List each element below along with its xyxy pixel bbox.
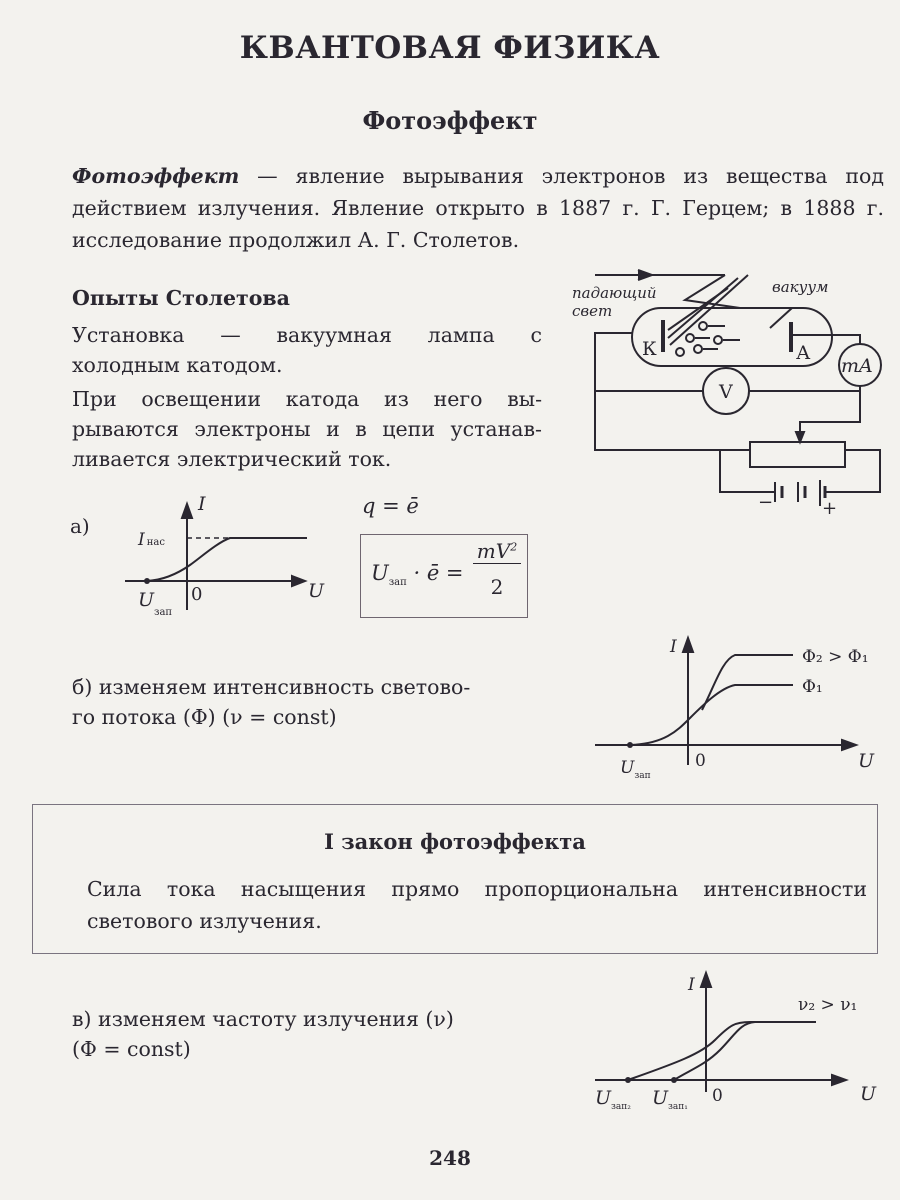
stop-voltage-1-label: $U_{зап_1}$: [652, 1087, 688, 1112]
graph-a-label: а): [70, 514, 90, 538]
graph-b: [590, 630, 890, 790]
setup-line: Установка — вакуумная лампа с: [72, 323, 542, 347]
voltmeter-label: V: [719, 381, 733, 403]
stoletov-heading: Опыты Столетова: [72, 286, 290, 310]
graph-c-line: (Φ = const): [72, 1037, 191, 1061]
energy-formula-box: [360, 534, 528, 618]
u-axis-label: U: [308, 580, 325, 602]
chapter-title: КВАНТОВАЯ ФИЗИКА: [239, 30, 661, 66]
effect-text: [72, 384, 542, 474]
first-law-box: [32, 804, 878, 954]
section-title: Фотоэффект: [362, 106, 538, 135]
u-axis-label: U: [860, 1083, 877, 1105]
minus-sign: −: [758, 492, 774, 513]
formula-numerator: $mV^2$: [473, 539, 521, 564]
vacuum-label: вакуум: [772, 278, 829, 296]
light-beam-edge: [685, 275, 740, 308]
rheostat: [750, 442, 845, 467]
graph-b-line: б) изменяем интенсивность светово-: [72, 675, 471, 699]
saturation-label: Iнас: [138, 530, 165, 550]
light-label: свет: [572, 302, 613, 320]
setup-line: холодным катодом.: [72, 353, 283, 377]
curve-phi1: [630, 685, 793, 745]
rheostat-slider: [796, 432, 804, 442]
curve-phi2-label: Φ₂ > Φ₁: [802, 647, 869, 667]
stop-voltage-label: $U_{зап}$: [620, 758, 651, 781]
graph-c-text: [72, 1004, 454, 1064]
graph-c-line: в) изменяем частоту излучения (ν): [72, 1007, 454, 1031]
graph-b-text: [72, 672, 470, 732]
origin-label: 0: [712, 1086, 723, 1106]
effect-line: При освещении катода из него вы-: [72, 387, 542, 411]
definition-text: — явление вырывания электронов из вещества под действием излучения. Явление открыто в 1887 г. Г. Герцем; в 1888 г. исследование продолжил А. Г. Столетов.: [72, 164, 884, 252]
formula-lhs: $U_{зап}$ · ē =: [371, 561, 464, 589]
anode-label: А: [796, 342, 811, 364]
origin-label: 0: [695, 751, 706, 771]
definition-term: Фотоэффект: [72, 164, 240, 188]
effect-line: рываются электроны и в цепи устанав-: [72, 417, 542, 441]
formula-denominator: 2: [490, 575, 504, 599]
iv-curve: [147, 538, 307, 581]
u-axis-label: U: [858, 750, 875, 772]
law-text: Сила тока насыщения прямо пропорциональна интенсивности светового излучения.: [87, 877, 867, 933]
stoletov-circuit-diagram: [560, 260, 900, 520]
light-arrow-head: [638, 270, 652, 280]
charge-formula: q = ē: [362, 494, 419, 518]
vacuum-pointer: [770, 308, 792, 328]
origin-label: 0: [191, 584, 203, 605]
graph-a: [60, 490, 350, 630]
curve-nu1: [674, 1022, 755, 1080]
curve-nu2: [628, 1022, 816, 1080]
graph-b-line: го потока (Φ) (ν = const): [72, 705, 337, 729]
i-axis-label: I: [688, 975, 695, 995]
light-label: падающий: [572, 284, 657, 302]
law-title: I закон фотоэффекта: [324, 829, 586, 854]
i-axis-label: I: [670, 637, 677, 657]
milliammeter-label: mA: [841, 355, 873, 377]
stop-voltage-label: $U_{зап}$: [138, 589, 173, 618]
plus-sign: +: [822, 498, 838, 519]
frequency-relation-label: ν₂ > ν₁: [798, 995, 858, 1015]
graph-c: [580, 960, 890, 1130]
setup-text: [72, 320, 542, 380]
effect-line: ливается электрический ток.: [72, 447, 392, 471]
curve-phi1-label: Φ₁: [802, 677, 823, 697]
cathode-label: К: [642, 338, 657, 360]
stop-voltage-2-label: $U_{зап_2}$: [595, 1087, 631, 1112]
curve-phi2: [702, 655, 793, 710]
page-number: 248: [429, 1146, 471, 1170]
i-axis-label: I: [198, 493, 206, 515]
definition-paragraph: [72, 160, 884, 256]
